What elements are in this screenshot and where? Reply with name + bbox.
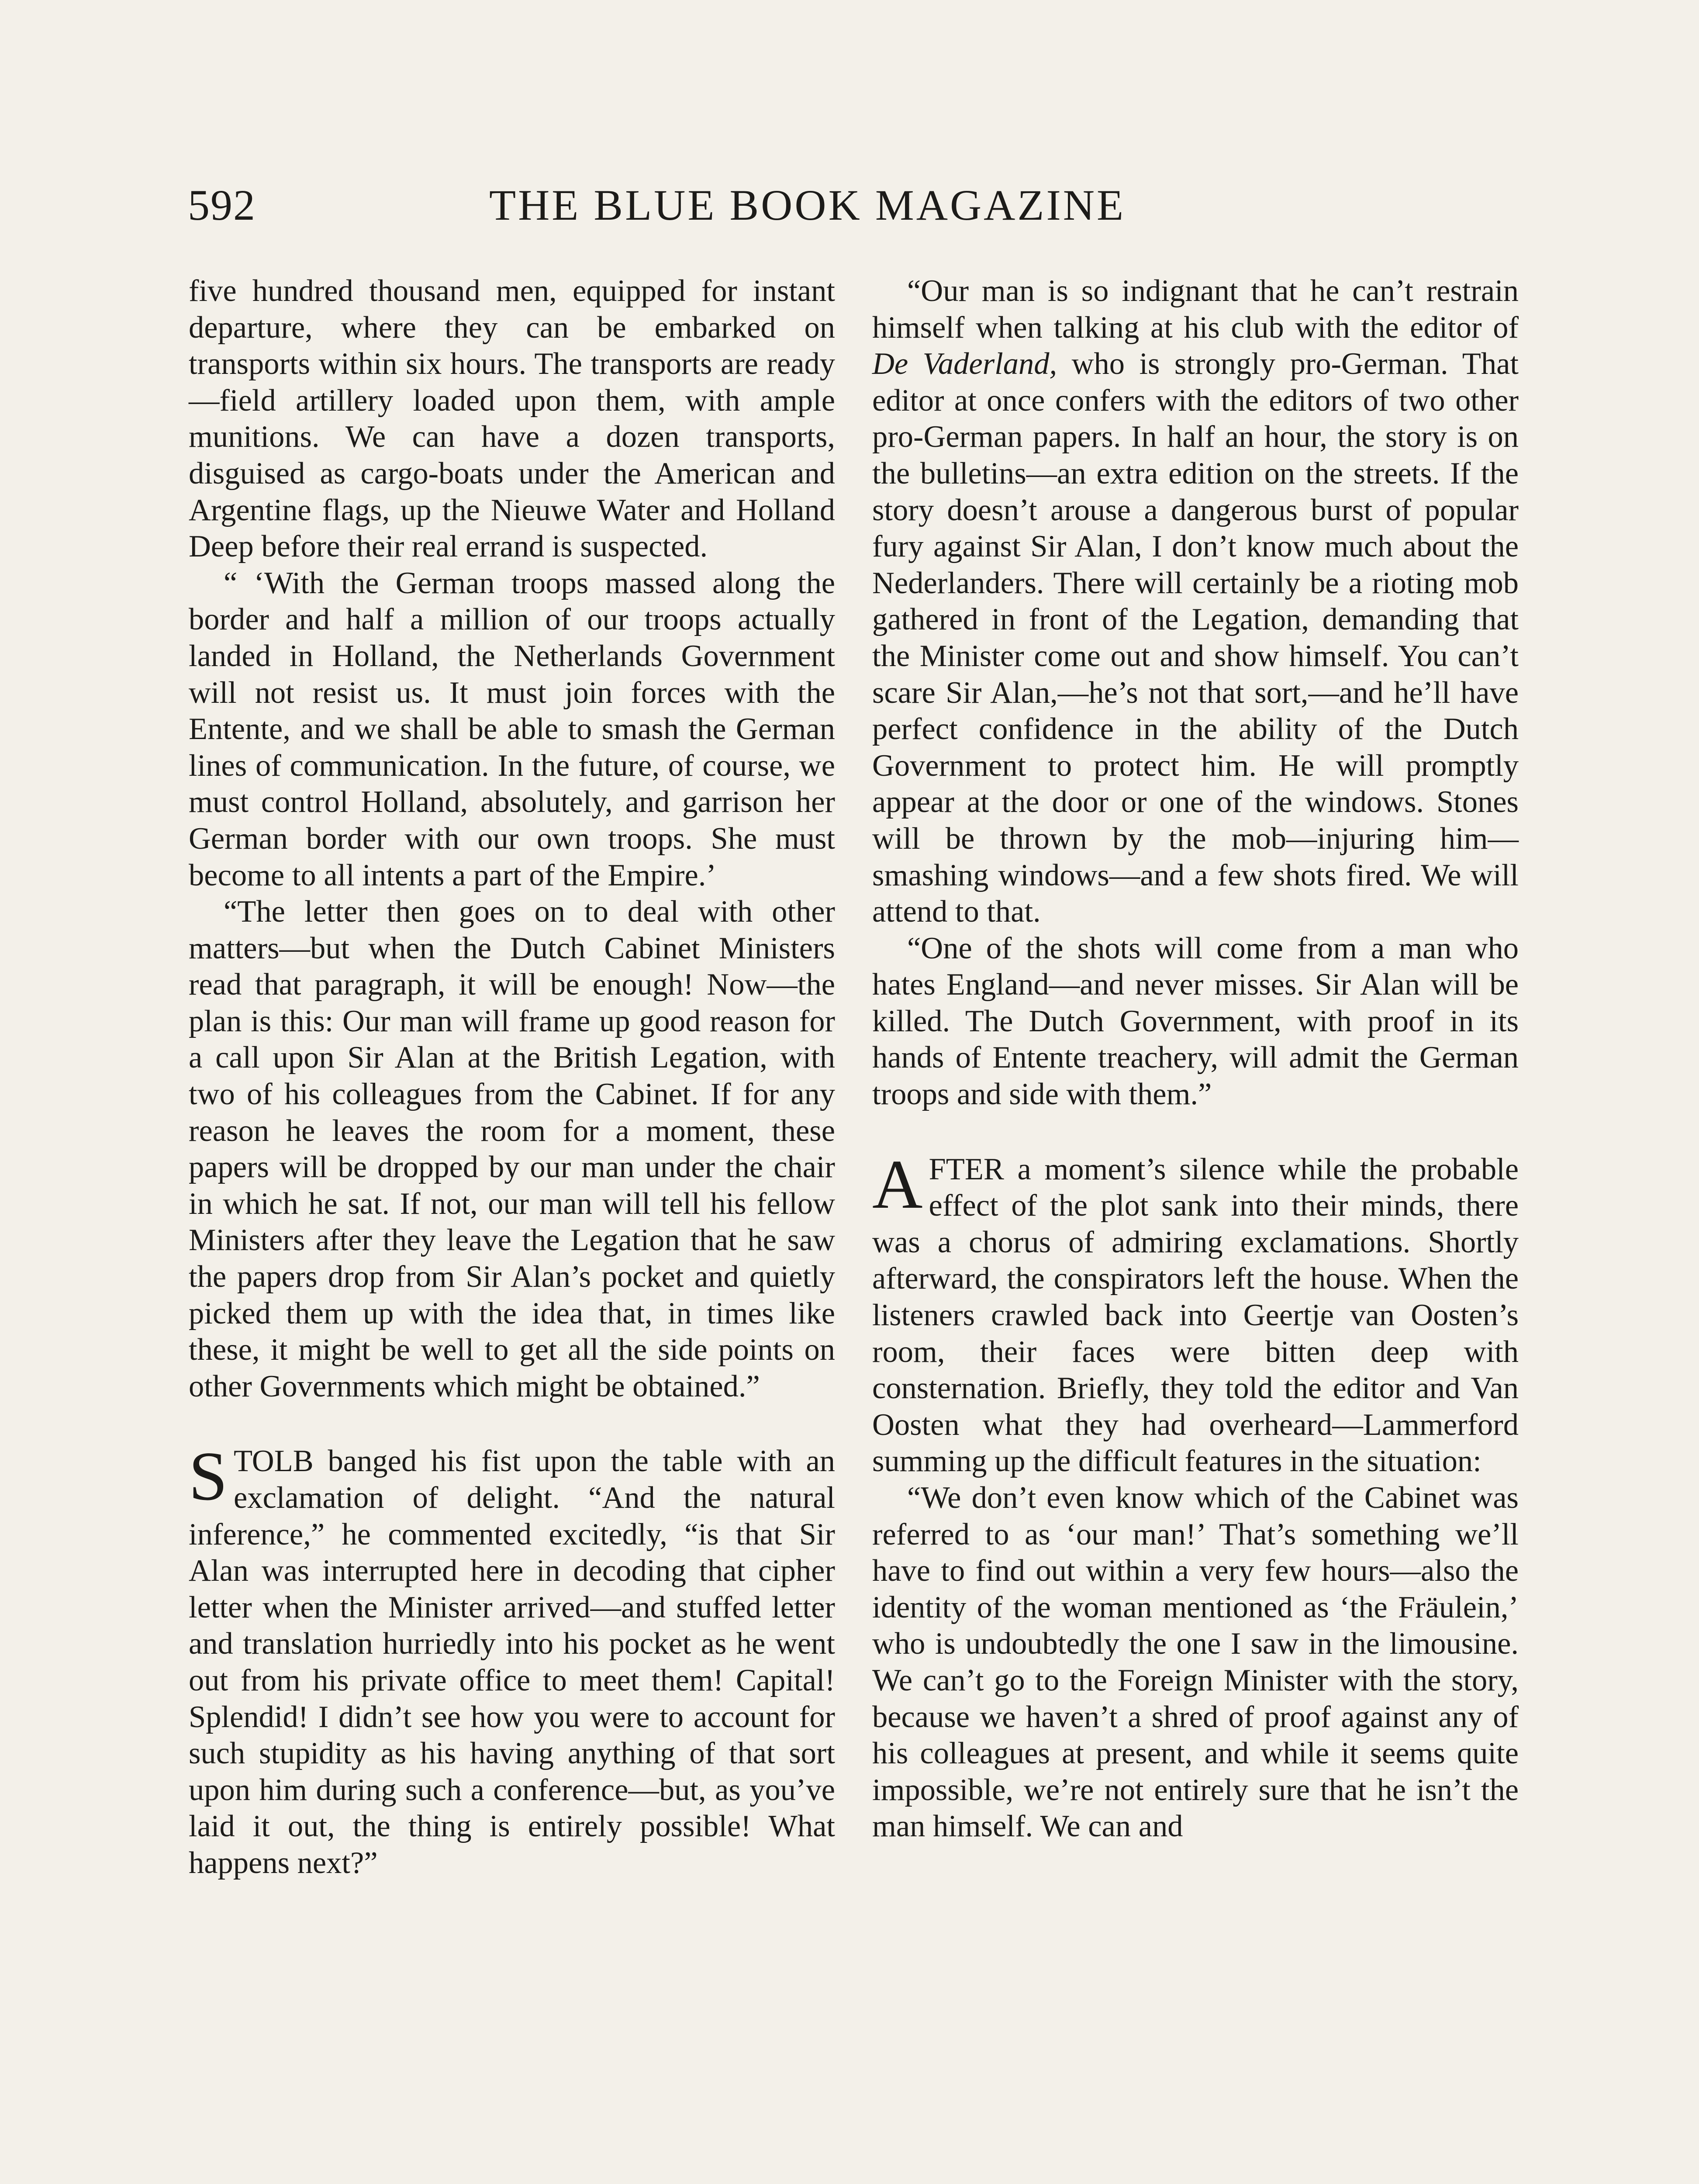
drop-cap-a: A xyxy=(872,1145,923,1223)
right-paragraph-1 xyxy=(872,273,1519,930)
left-paragraph-2: “ ‘With the German troops massed along the border and half a million of our troops actually landed in Holland, the Netherlands Government will not resist us. It must join forces with the Entente, and we shall be able to smash the German lines of communication. In the future, of course, we must control Holland, absolutely, and garrison her German border with our own troops. She must become to all intents a part of the Empire.’ xyxy=(189,566,835,892)
left-column xyxy=(189,273,835,1882)
right-paragraph-3-text: FTER a moment’s silence while the probable effect of the plot sank into their minds, there was a chorus of admiring exclamations. Shortly afterward, the conspirators left the house. When the listeners crawled back into Geertje van Oosten’s room, their faces were bitten deep with consternation. Briefly, they told the editor and Van Oosten what they had overheard—Lammerford summing up the difficult features in the situation: xyxy=(872,1152,1519,1479)
drop-cap-s: S xyxy=(189,1437,228,1515)
left-paragraph-3: “The letter then goes on to deal with other matters—but when the Dutch Cabinet Ministers read that paragraph, it will be enough! Now—the plan is this: Our man will frame up good reason for a call upon Sir Alan at the British Legation, with two of his colleagues from the Cabinet. If for any reason he leaves the room for a moment, these papers will be dropped by our man under the chair in which he sat. If not, our man will tell his fellow Ministers after they leave the Legation that he saw the papers drop from Sir Alan’s pocket and quietly picked them up with the idea that, in times like these, it might be well to get all the side points on other Governments which might be obtained.” xyxy=(189,895,835,1403)
right-paragraph-2: “One of the shots will come from a man who hates England—and never misses. Sir Alan will be killed. The Dutch Government, with proof in its hands of Entente treachery, will admit the German troops and side with them.” xyxy=(872,931,1519,1112)
newspaper-name: De Vaderland, xyxy=(872,347,1057,381)
right-paragraph-4: “We don’t even know which of the Cabinet was referred to as ‘our man!’ That’s something we’ll have to find out within a very few hours—also the identity of the woman mentioned as ‘the Fräulein,’ who is undoubtedly the one I saw in the limousine. We can’t go to the Foreign Minister with the story, because we haven’t a shred of proof against any of his colleagues at present, and while it seems quite impossible, we’re not entirely sure that he isn’t the man himself. We can and xyxy=(872,1481,1519,1844)
page-header xyxy=(188,175,1223,236)
left-paragraph-4-text: TOLB banged his fist upon the table with an exclamation of delight. “And the natural inference,” he commented excitedly, “is that Sir Alan was interrupted here in decoding that cipher letter when the Minister arrived—and stuffed letter and translation hurriedly into his pocket as he went out from his private office to meet them! Capital! Splendid! I didn’t see how you were to account for such stupidity as his having anything of that sort upon him during such a conference—but, as you’ve laid it out, the thing is entirely possible! What happens next?” xyxy=(189,1444,835,1880)
left-paragraph-1: five hundred thousand men, equipped for instant departure, where they can be embarked on transports within six hours. The transports are ready—field artillery loaded upon them, with ample munitions. We can have a dozen transports, disguised as cargo-boats under the American and Argentine flags, up the Nieuwe Water and Holland Deep before their real errand is suspected. xyxy=(189,274,835,564)
page-number: 592 xyxy=(188,181,256,229)
right-column xyxy=(872,273,1519,1845)
right-paragraph-1-text-a: “Our man is so indignant that he can’t restrain himself when talking at his club with the editor of xyxy=(872,274,1519,345)
left-paragraph-4 xyxy=(189,1437,835,1881)
right-paragraph-3 xyxy=(872,1145,1519,1480)
magazine-title: THE BLUE BOOK MAGAZINE xyxy=(489,181,1126,229)
right-paragraph-1-text-b: who is strongly pro-German. That editor at once confers with the editors of two other pro-German papers. In half an hour, the story is on the bulletins—an extra edition on the streets. If the story doesn’t arouse a dangerous burst of popular fury against Sir Alan, I don’t know much about the Nederlanders. There will certainly be a rioting mob gathered in front of the Legation, demanding that the Minister come out and show himself. You can’t scare Sir Alan,—he’s not that sort,—and he’ll have perfect confidence in the ability of the Dutch Government to protect him. He will promptly appear at the door or one of the windows. Stones will be thrown by the mob—injuring him—smashing windows—and a few shots fired. We will attend to that. xyxy=(872,347,1519,929)
